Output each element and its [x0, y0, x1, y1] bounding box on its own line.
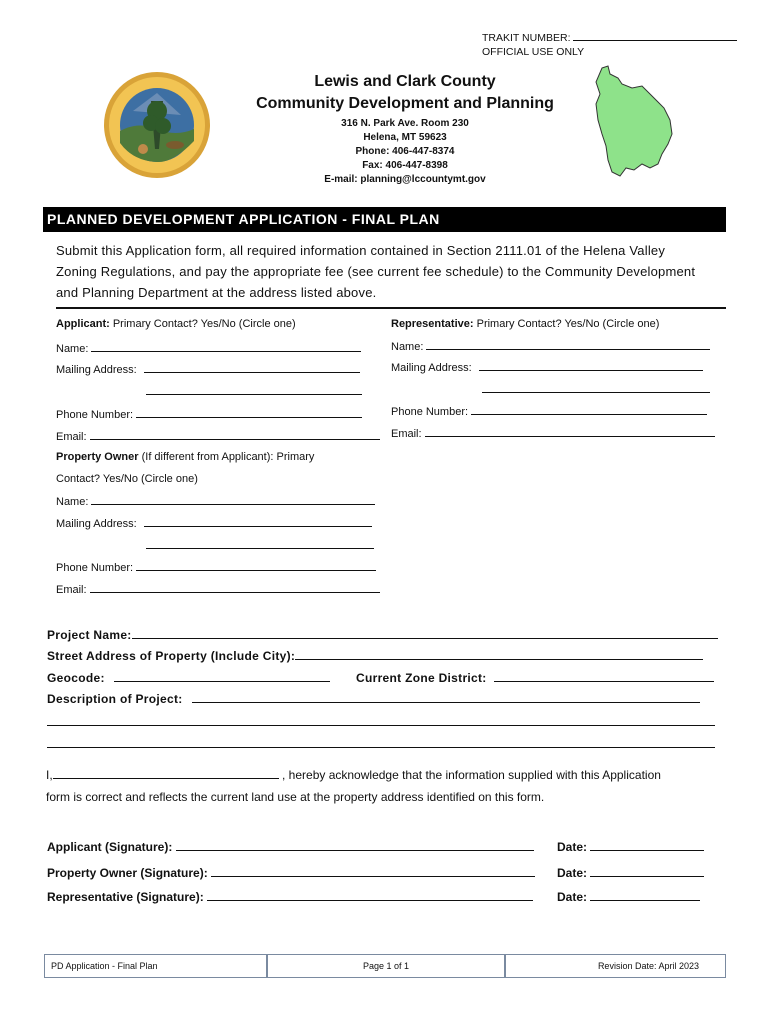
- applicant-name-label: Name:: [56, 343, 89, 355]
- footer-revision-date-text: Revision Date: April 2023: [597, 961, 699, 971]
- applicant-date-input[interactable]: [590, 840, 704, 851]
- owner-signature-label: Property Owner (Signature):: [47, 866, 208, 880]
- representative-phone-input[interactable]: [471, 404, 707, 415]
- representative-name-input[interactable]: [426, 339, 710, 350]
- representative-phone-field[interactable]: [391, 404, 707, 418]
- intro-line3: and Planning Department at the address listed above.: [56, 285, 377, 300]
- applicant-heading: [56, 318, 296, 330]
- representative-email-field[interactable]: [391, 426, 715, 440]
- applicant-name-field[interactable]: [56, 341, 361, 355]
- geocode-label: Geocode:: [47, 671, 105, 685]
- representative-name-field[interactable]: [391, 339, 710, 353]
- representative-name-label: Name:: [391, 341, 424, 353]
- owner-email-label: Email:: [56, 584, 87, 596]
- applicant-primary-contact: Primary Contact? Yes/No (Circle one): [112, 318, 296, 330]
- applicant-mailing-line2[interactable]: [146, 384, 362, 398]
- trakit-input-line[interactable]: [573, 30, 737, 41]
- description-line3[interactable]: [47, 736, 715, 748]
- description-field[interactable]: [47, 692, 700, 706]
- street-address-input[interactable]: [295, 649, 703, 660]
- owner-primary-contact: Contact? Yes/No (Circle one): [56, 473, 198, 485]
- phone-line: Phone: 406-447-8374: [355, 146, 455, 157]
- owner-heading-label: Property Owner: [56, 451, 139, 463]
- intro-line1: Submit this Application form, all required information contained in Section 2111.01 of the Helena Valley: [56, 243, 666, 258]
- form-title: PLANNED DEVELOPMENT APPLICATION - FINAL PLAN: [47, 211, 440, 227]
- owner-mailing-line2[interactable]: [146, 538, 374, 552]
- applicant-mailing-input[interactable]: [144, 362, 360, 373]
- owner-date-label: Date:: [557, 866, 588, 880]
- trakit-label: TRAKIT NUMBER:: [482, 32, 571, 44]
- owner-email-input[interactable]: [90, 582, 380, 593]
- applicant-date-field[interactable]: [557, 840, 704, 854]
- applicant-mailing-input2[interactable]: [146, 384, 362, 395]
- representative-date-input[interactable]: [590, 890, 700, 901]
- street-address-label: Street Address of Property (Include City):: [47, 649, 296, 663]
- applicant-email-input[interactable]: [90, 429, 380, 440]
- section-divider: [56, 307, 726, 309]
- email-line: E-mail: planning@lccountymt.gov: [324, 174, 486, 185]
- fax-line: Fax: 406-447-8398: [362, 160, 448, 171]
- footer-form-name-text: PD Application - Final Plan: [51, 961, 158, 971]
- representative-email-input[interactable]: [425, 426, 715, 437]
- county-seal-logo: [103, 71, 211, 179]
- owner-mailing-input2[interactable]: [146, 538, 374, 549]
- representative-date-label: Date:: [557, 890, 588, 904]
- representative-mailing-label: Mailing Address:: [391, 362, 472, 374]
- acknowledgement-line1[interactable]: [46, 768, 661, 782]
- footer-form-name: [44, 954, 268, 978]
- applicant-mailing-label: Mailing Address:: [56, 364, 137, 376]
- intro-paragraph: [56, 240, 726, 303]
- zone-district-input[interactable]: [494, 671, 714, 682]
- description-line2[interactable]: [47, 714, 715, 726]
- applicant-phone-field[interactable]: [56, 407, 362, 421]
- official-use-label: OFFICIAL USE ONLY: [482, 46, 585, 58]
- representative-signature-input[interactable]: [207, 890, 533, 901]
- acknowledgement-name-input[interactable]: [53, 768, 279, 779]
- geocode-input[interactable]: [114, 671, 330, 682]
- org-name-line2: Community Development and Planning: [256, 95, 554, 112]
- owner-signature-input[interactable]: [211, 866, 535, 877]
- description-input[interactable]: [192, 692, 700, 703]
- footer-page-number-text: Page 1 of 1: [362, 961, 410, 971]
- representative-phone-label: Phone Number:: [391, 406, 469, 418]
- applicant-name-input[interactable]: [91, 341, 361, 352]
- representative-primary-contact: Primary Contact? Yes/No (Circle one): [476, 318, 660, 330]
- applicant-signature-input[interactable]: [176, 840, 534, 851]
- representative-heading: [391, 318, 659, 330]
- address-line2: Helena, MT 59623: [363, 132, 447, 143]
- owner-date-field[interactable]: [557, 866, 704, 880]
- applicant-email-field[interactable]: [56, 429, 380, 443]
- footer-page-number: [266, 954, 506, 978]
- representative-signature-field[interactable]: [47, 890, 533, 904]
- owner-mailing-input[interactable]: [144, 516, 372, 527]
- applicant-mailing-field[interactable]: [56, 362, 360, 376]
- owner-heading: [56, 451, 314, 463]
- zone-district-field[interactable]: [356, 671, 714, 685]
- zone-district-label: Current Zone District:: [356, 671, 487, 685]
- representative-date-field[interactable]: [557, 890, 700, 904]
- project-name-input[interactable]: [132, 628, 718, 639]
- owner-name-field[interactable]: [56, 494, 375, 508]
- geocode-field[interactable]: [47, 671, 330, 685]
- acknowledgement-prefix: I,: [46, 768, 53, 782]
- acknowledgement-line2: form is correct and reflects the current land use at the property address identified on this form.: [46, 790, 545, 804]
- intro-line2: Zoning Regulations, and pay the appropriate fee (see current fee schedule) to the Community Development: [56, 264, 696, 279]
- applicant-phone-label: Phone Number:: [56, 409, 134, 421]
- representative-mailing-field[interactable]: [391, 360, 703, 374]
- owner-phone-label: Phone Number:: [56, 562, 134, 574]
- applicant-email-label: Email:: [56, 431, 87, 443]
- owner-heading-note2: Primary: [276, 451, 315, 463]
- owner-phone-field[interactable]: [56, 560, 376, 574]
- footer-revision-date: [504, 954, 726, 978]
- owner-mailing-label: Mailing Address:: [56, 518, 137, 530]
- street-address-field[interactable]: [47, 649, 703, 663]
- representative-signature-label: Representative (Signature):: [47, 890, 204, 904]
- owner-heading-note: (If different from Applicant):: [141, 451, 274, 463]
- representative-mailing-line2[interactable]: [482, 382, 710, 396]
- address-line1: 316 N. Park Ave. Room 230: [341, 118, 469, 129]
- trakit-number-field[interactable]: [482, 30, 737, 44]
- owner-phone-input[interactable]: [136, 560, 376, 571]
- form-title-banner: [43, 207, 726, 232]
- applicant-signature-label: Applicant (Signature):: [47, 840, 173, 854]
- owner-signature-field[interactable]: [47, 866, 535, 880]
- project-name-label: Project Name:: [47, 628, 132, 642]
- owner-date-input[interactable]: [590, 866, 704, 877]
- owner-name-label: Name:: [56, 496, 89, 508]
- applicant-phone-input[interactable]: [136, 407, 362, 418]
- applicant-heading-label: Applicant:: [56, 318, 110, 330]
- representative-email-label: Email:: [391, 428, 422, 440]
- description-label: Description of Project:: [47, 692, 183, 706]
- applicant-signature-field[interactable]: [47, 840, 534, 854]
- owner-name-input[interactable]: [91, 494, 375, 505]
- owner-mailing-field[interactable]: [56, 516, 372, 530]
- applicant-date-label: Date:: [557, 840, 588, 854]
- owner-email-field[interactable]: [56, 582, 380, 596]
- representative-mailing-input2[interactable]: [482, 382, 710, 393]
- org-name-line1: Lewis and Clark County: [314, 73, 496, 90]
- county-map-icon: [592, 64, 676, 180]
- acknowledgement-text: , hereby acknowledge that the information supplied with this Application: [282, 768, 661, 782]
- project-name-field[interactable]: [47, 628, 718, 642]
- representative-mailing-input[interactable]: [479, 360, 703, 371]
- representative-heading-label: Representative:: [391, 318, 474, 330]
